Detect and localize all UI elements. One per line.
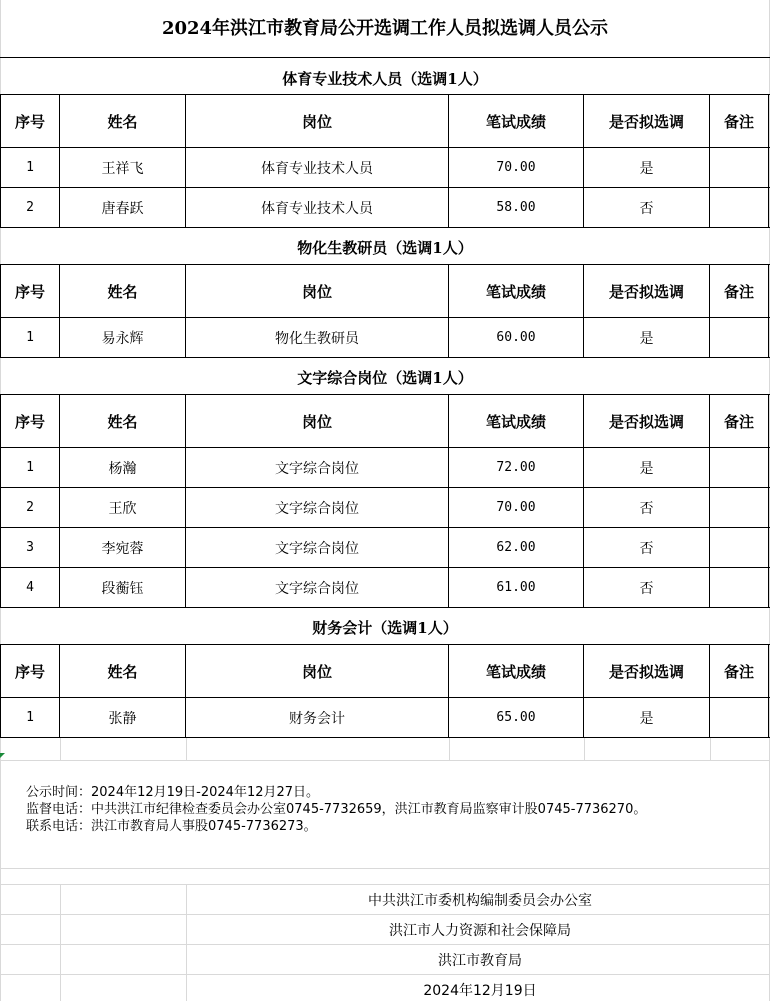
- table-row: [0, 318, 770, 357]
- cell-post: 体育专业技术人员: [186, 188, 449, 227]
- cell-score: 60.00: [449, 318, 584, 357]
- header-no: 序号: [0, 645, 60, 697]
- header-post: 岗位: [186, 265, 449, 317]
- notice-supervision: 监督电话：中共洪江市纪律检查委员会办公室0745-7732659，洪江市教育局监察审计股0745-7736270。: [26, 802, 647, 817]
- signature-date: 2024年12月19日: [423, 983, 537, 999]
- header-no: 序号: [0, 95, 60, 147]
- cell-remark: [710, 488, 769, 527]
- cell-post: 体育专业技术人员: [186, 148, 449, 187]
- header-post: 岗位: [186, 645, 449, 697]
- cell-no: 2: [0, 488, 60, 527]
- cell-score: 61.00: [449, 568, 584, 607]
- section-title-science: 物化生教研员（选调1人）: [297, 239, 473, 257]
- cell-name: 王祥飞: [60, 148, 186, 187]
- cell-name: 杨瀚: [60, 448, 186, 487]
- cell-selected: 是: [584, 448, 710, 487]
- cell-no: 3: [0, 528, 60, 567]
- cell-name: 唐春跃: [60, 188, 186, 227]
- cell-selected: 是: [584, 318, 710, 357]
- cell-score: 72.00: [449, 448, 584, 487]
- cell-no: 1: [0, 148, 60, 187]
- cell-post: 财务会计: [186, 698, 449, 737]
- header-remark: 备注: [710, 265, 769, 317]
- header-name: 姓名: [60, 95, 186, 147]
- header-score: 笔试成绩: [449, 395, 584, 447]
- header-selected: 是否拟选调: [584, 645, 710, 697]
- header-name: 姓名: [60, 645, 186, 697]
- header-score: 笔试成绩: [449, 265, 584, 317]
- cell-name: 张静: [60, 698, 186, 737]
- header-row: [0, 265, 770, 317]
- cell-remark: [710, 318, 769, 357]
- cell-no: 1: [0, 448, 60, 487]
- header-score: 笔试成绩: [449, 95, 584, 147]
- table-row: [0, 568, 770, 607]
- signature-org-1: 中共洪江市委机构编制委员会办公室: [368, 893, 592, 909]
- cell-remark: [710, 448, 769, 487]
- cell-name: 李宛蓉: [60, 528, 186, 567]
- signature-org-2: 洪江市人力资源和社会保障局: [389, 923, 571, 939]
- cell-post: 物化生教研员: [186, 318, 449, 357]
- cell-marker-icon: [0, 753, 5, 758]
- cell-remark: [710, 528, 769, 567]
- cell-score: 70.00: [449, 488, 584, 527]
- cell-remark: [710, 698, 769, 737]
- cell-score: 58.00: [449, 188, 584, 227]
- cell-no: 4: [0, 568, 60, 607]
- cell-no: 1: [0, 698, 60, 737]
- header-selected: 是否拟选调: [584, 265, 710, 317]
- cell-no: 1: [0, 318, 60, 357]
- header-name: 姓名: [60, 265, 186, 317]
- header-no: 序号: [0, 265, 60, 317]
- cell-name: 王欣: [60, 488, 186, 527]
- cell-score: 65.00: [449, 698, 584, 737]
- cell-post: 文字综合岗位: [186, 568, 449, 607]
- header-row: [0, 95, 770, 147]
- cell-post: 文字综合岗位: [186, 448, 449, 487]
- notice-block: [26, 784, 646, 835]
- section-title-finance: 财务会计（选调1人）: [312, 619, 458, 637]
- cell-no: 2: [0, 188, 60, 227]
- header-selected: 是否拟选调: [584, 395, 710, 447]
- header-no: 序号: [0, 395, 60, 447]
- header-row: [0, 645, 770, 697]
- notice-period: 公示时间：2024年12月19日-2024年12月27日。: [26, 785, 320, 800]
- header-selected: 是否拟选调: [584, 95, 710, 147]
- header-remark: 备注: [710, 645, 769, 697]
- cell-selected: 否: [584, 488, 710, 527]
- cell-selected: 否: [584, 188, 710, 227]
- notice-contact: 联系电话：洪江市教育局人事股0745-7736273。: [26, 819, 317, 834]
- cell-remark: [710, 148, 769, 187]
- table-row: [0, 188, 770, 227]
- cell-selected: 否: [584, 568, 710, 607]
- section-title-writing: 文字综合岗位（选调1人）: [297, 369, 473, 387]
- cell-post: 文字综合岗位: [186, 528, 449, 567]
- section-title-pe: 体育专业技术人员（选调1人）: [282, 70, 488, 88]
- cell-selected: 是: [584, 148, 710, 187]
- header-post: 岗位: [186, 95, 449, 147]
- cell-remark: [710, 188, 769, 227]
- table-row: [0, 488, 770, 527]
- cell-selected: 是: [584, 698, 710, 737]
- header-score: 笔试成绩: [449, 645, 584, 697]
- cell-name: 易永辉: [60, 318, 186, 357]
- cell-selected: 否: [584, 528, 710, 567]
- cell-score: 70.00: [449, 148, 584, 187]
- header-remark: 备注: [710, 395, 769, 447]
- page-title: 2024年洪江市教育局公开选调工作人员拟选调人员公示: [0, 0, 770, 58]
- table-row: [0, 448, 770, 487]
- table-row: [0, 148, 770, 187]
- cell-name: 段蘅钰: [60, 568, 186, 607]
- signature-org-3: 洪江市教育局: [438, 953, 522, 969]
- header-name: 姓名: [60, 395, 186, 447]
- header-remark: 备注: [710, 95, 769, 147]
- table-row: [0, 528, 770, 567]
- table-row: [0, 698, 770, 737]
- header-row: [0, 395, 770, 447]
- header-post: 岗位: [186, 395, 449, 447]
- cell-post: 文字综合岗位: [186, 488, 449, 527]
- cell-score: 62.00: [449, 528, 584, 567]
- cell-remark: [710, 568, 769, 607]
